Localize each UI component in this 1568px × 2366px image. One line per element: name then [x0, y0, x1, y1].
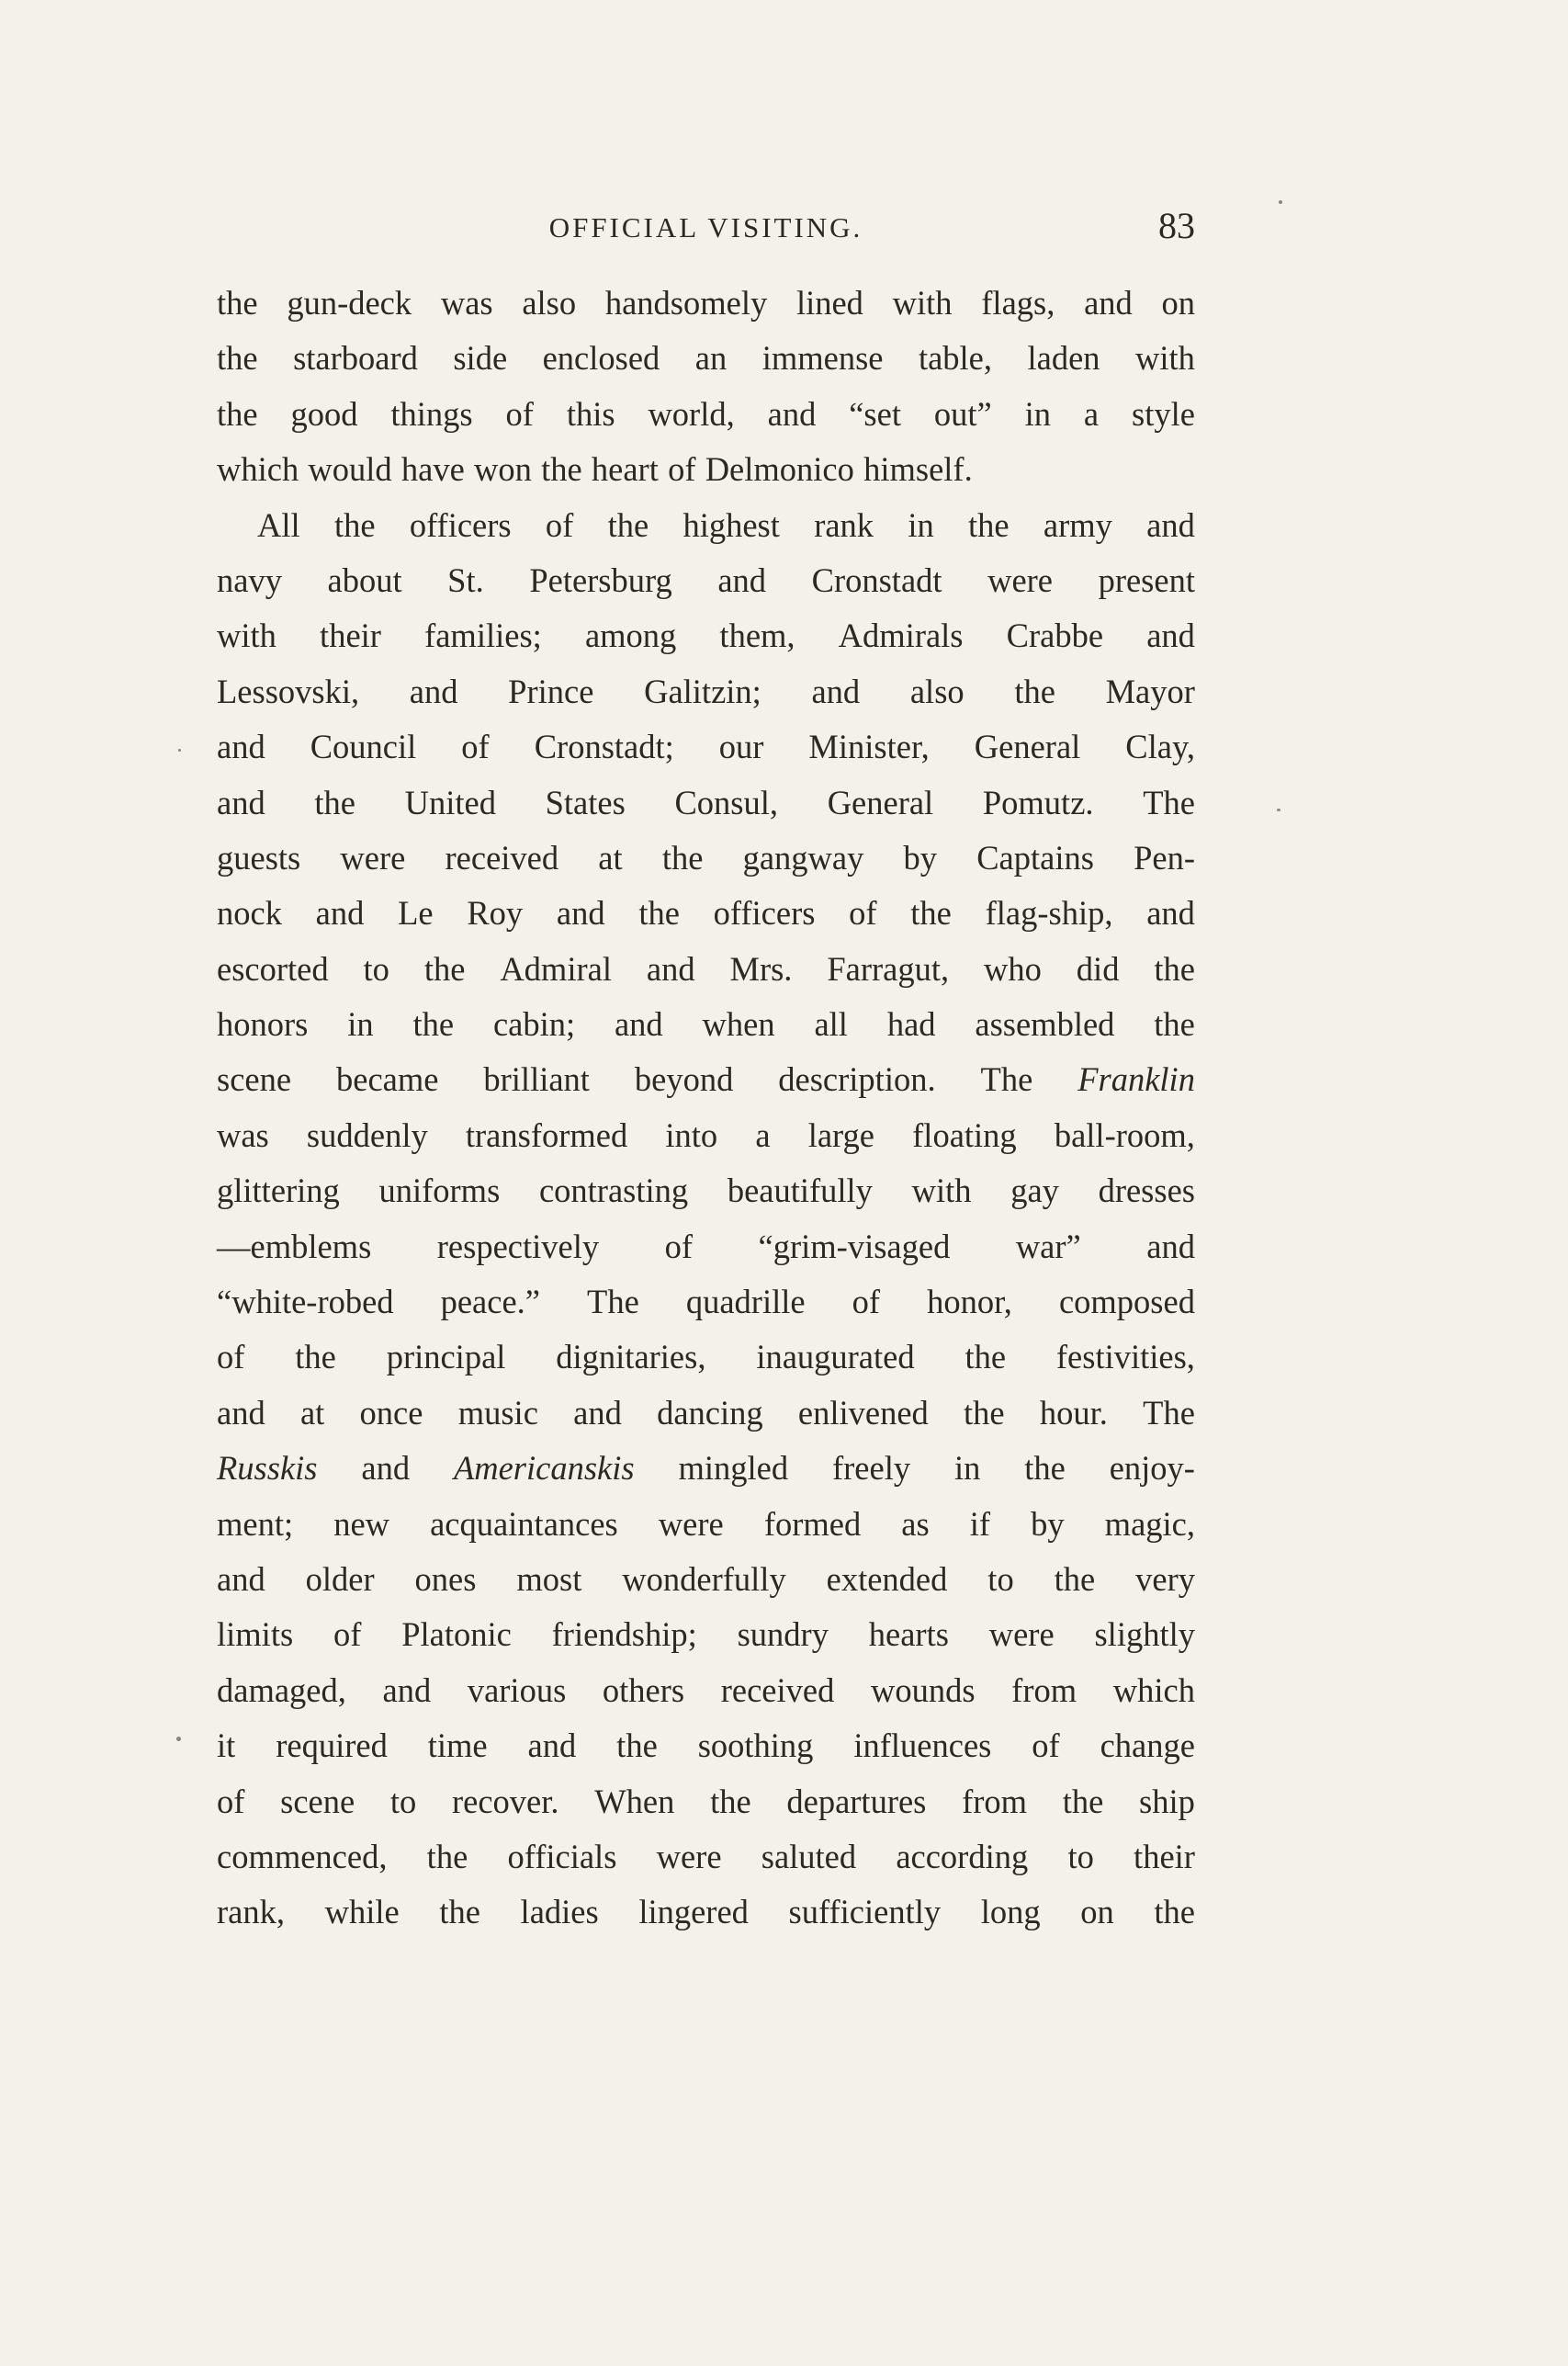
- word: very: [1135, 1559, 1195, 1598]
- text-line: [217, 1718, 1195, 1773]
- word: the: [1062, 1782, 1104, 1820]
- word: Mrs.: [729, 949, 793, 988]
- word: and: [217, 1559, 265, 1598]
- word: Mayor: [1105, 672, 1195, 710]
- word: army: [1043, 505, 1112, 544]
- text-line: [217, 387, 1195, 442]
- word: and: [614, 1005, 663, 1044]
- word: cabin;: [492, 1005, 576, 1044]
- text-line: [217, 831, 1195, 886]
- word: beautifully: [727, 1172, 873, 1210]
- word: the: [541, 450, 582, 489]
- word: Captains: [976, 838, 1094, 877]
- word: the: [295, 1338, 336, 1376]
- word: required: [276, 1726, 388, 1765]
- word: Pen-: [1134, 838, 1195, 877]
- word: wonderfully: [622, 1559, 786, 1598]
- word: composed: [1058, 1283, 1195, 1321]
- text-line: [217, 553, 1195, 608]
- word: others: [602, 1670, 685, 1709]
- word: ball-room,: [1054, 1115, 1195, 1154]
- word: and: [1146, 617, 1195, 655]
- word: which: [1112, 1670, 1195, 1709]
- running-head: [217, 204, 1195, 250]
- word: respectively: [436, 1227, 600, 1265]
- word: “set: [849, 394, 901, 433]
- text-line: [217, 1441, 1195, 1496]
- word: highest: [682, 505, 780, 544]
- word: enclosed: [542, 339, 660, 378]
- text-line: [217, 498, 1195, 553]
- page-number: 83: [1158, 205, 1195, 246]
- word: was: [440, 284, 493, 322]
- word: soothing: [697, 1726, 814, 1765]
- word: freely: [831, 1449, 911, 1488]
- text-line: [217, 664, 1195, 719]
- word: good: [290, 394, 358, 433]
- word: and: [646, 949, 695, 988]
- word: the: [710, 1782, 751, 1820]
- text-line: [217, 1497, 1195, 1552]
- word: flags,: [981, 284, 1055, 322]
- word: and: [361, 1449, 411, 1488]
- word: honor,: [927, 1283, 1012, 1321]
- word: were: [988, 1615, 1055, 1654]
- word: war”: [1015, 1227, 1081, 1265]
- word: festivities,: [1055, 1338, 1195, 1376]
- word: also: [522, 284, 577, 322]
- text-line: [217, 1108, 1195, 1163]
- word: music: [457, 1393, 538, 1432]
- text-line: [217, 331, 1195, 386]
- word: damaged,: [217, 1670, 346, 1709]
- word: according: [896, 1837, 1029, 1875]
- word: and: [217, 783, 265, 821]
- word: the: [426, 1837, 468, 1875]
- word: principal: [386, 1338, 506, 1376]
- word: about: [327, 560, 402, 599]
- word: an: [694, 339, 728, 378]
- text-line: [217, 1774, 1195, 1829]
- word: would: [308, 450, 392, 489]
- word: description.: [778, 1060, 936, 1099]
- word: received: [720, 1670, 835, 1709]
- word: the: [607, 505, 649, 544]
- word: were: [658, 1504, 724, 1543]
- margin-speck: [176, 1737, 181, 1741]
- word: laden: [1027, 339, 1100, 378]
- word: Le: [398, 894, 434, 933]
- word: with: [892, 284, 953, 322]
- word: Pomutz.: [982, 783, 1094, 821]
- word: and: [1146, 505, 1195, 544]
- word: Consul,: [674, 783, 779, 821]
- text-line: [217, 1052, 1195, 1107]
- word: of: [505, 394, 534, 433]
- word: honors: [217, 1005, 309, 1044]
- word: ladies: [520, 1893, 599, 1931]
- text-line: [217, 1829, 1195, 1885]
- text-line: [217, 1386, 1195, 1441]
- word: with: [217, 617, 276, 655]
- word: with: [1135, 339, 1195, 378]
- word: various: [467, 1670, 567, 1709]
- word: and: [1146, 1227, 1195, 1265]
- word: older: [305, 1559, 375, 1598]
- word: and: [217, 1393, 265, 1432]
- word: the: [217, 339, 258, 378]
- word: dancing: [657, 1393, 763, 1432]
- text-line: [217, 276, 1195, 331]
- word: did: [1076, 949, 1120, 988]
- word: long: [980, 1893, 1041, 1931]
- word: of: [217, 1782, 245, 1820]
- word: General: [974, 728, 1081, 766]
- text-line: [217, 442, 1195, 497]
- word: mingled: [678, 1449, 789, 1488]
- word: Admiral: [500, 949, 612, 988]
- word: Americanskis: [453, 1449, 635, 1488]
- word: their: [1134, 1837, 1195, 1875]
- word: and: [1146, 894, 1195, 933]
- margin-speck: [1277, 809, 1280, 811]
- word: the: [910, 894, 952, 933]
- word: when: [702, 1005, 775, 1044]
- text-line: [217, 1219, 1195, 1274]
- word: saluted: [761, 1837, 857, 1875]
- word: to: [389, 1782, 417, 1820]
- word: Clay,: [1125, 728, 1195, 766]
- word: St.: [447, 560, 484, 599]
- word: our: [718, 728, 764, 766]
- word: and: [217, 728, 265, 766]
- word: The: [587, 1283, 639, 1321]
- word: the: [439, 1893, 480, 1931]
- word: won: [474, 450, 532, 489]
- word: Petersburg: [529, 560, 672, 599]
- word: “white-robed: [217, 1283, 394, 1321]
- word: in: [1024, 394, 1051, 433]
- word: uniforms: [378, 1172, 501, 1210]
- word: into: [665, 1115, 718, 1154]
- word: was: [217, 1115, 269, 1154]
- word: of: [668, 450, 696, 489]
- word: time: [427, 1726, 488, 1765]
- word: quadrille: [685, 1283, 806, 1321]
- word: officers: [713, 894, 816, 933]
- word: most: [516, 1559, 582, 1598]
- word: had: [886, 1005, 936, 1044]
- word: in: [347, 1005, 374, 1044]
- word: Franklin: [1077, 1060, 1195, 1099]
- word: Prince: [508, 672, 594, 710]
- word: if: [969, 1504, 991, 1543]
- word: it: [217, 1726, 236, 1765]
- word: gangway: [742, 838, 864, 877]
- word: handsomely: [604, 284, 768, 322]
- word: gay: [1010, 1172, 1059, 1210]
- word: the: [638, 894, 680, 933]
- word: have: [400, 450, 465, 489]
- word: extended: [826, 1559, 948, 1598]
- word: of: [849, 894, 877, 933]
- word: of: [217, 1338, 245, 1376]
- word: guests: [217, 838, 301, 877]
- word: inaugurated: [756, 1338, 915, 1376]
- word: influences: [853, 1726, 992, 1765]
- word: The: [980, 1060, 1033, 1099]
- word: the: [423, 949, 466, 988]
- word: The: [1143, 783, 1195, 821]
- word: ship: [1139, 1782, 1195, 1820]
- word: gun-deck: [287, 284, 412, 322]
- word: the: [1014, 672, 1055, 710]
- word: brilliant: [483, 1060, 590, 1099]
- word: commenced,: [217, 1837, 388, 1875]
- word: and: [315, 894, 365, 933]
- word: the: [616, 1726, 658, 1765]
- word: in: [908, 505, 934, 544]
- word: and: [1084, 284, 1133, 322]
- word: Platonic: [401, 1615, 512, 1654]
- word: formed: [763, 1504, 862, 1543]
- word: the: [1154, 949, 1195, 988]
- word: scene: [217, 1060, 292, 1099]
- word: families;: [424, 617, 542, 655]
- word: who: [984, 949, 1042, 988]
- word: a: [755, 1115, 771, 1154]
- word: the: [968, 505, 1010, 544]
- word: scene: [280, 1782, 355, 1820]
- word: immense: [761, 339, 884, 378]
- word: side: [453, 339, 508, 378]
- word: dignitaries,: [556, 1338, 706, 1376]
- word: and: [556, 894, 605, 933]
- text-line: [217, 1163, 1195, 1218]
- word: himself.: [863, 450, 973, 489]
- word: suddenly: [306, 1115, 428, 1154]
- text-line: [217, 775, 1195, 831]
- word: the: [217, 394, 258, 433]
- word: from: [962, 1782, 1028, 1820]
- word: lined: [795, 284, 863, 322]
- word: Council: [310, 728, 417, 766]
- word: hearts: [868, 1615, 949, 1654]
- word: and: [527, 1726, 577, 1765]
- text-line: [217, 1552, 1195, 1607]
- word: hour.: [1039, 1393, 1108, 1432]
- word: the: [217, 284, 258, 322]
- text-line: [217, 608, 1195, 663]
- word: The: [1143, 1393, 1195, 1432]
- word: to: [1067, 1837, 1094, 1875]
- word: all: [814, 1005, 848, 1044]
- word: Farragut,: [827, 949, 950, 988]
- word: from: [1011, 1670, 1077, 1709]
- word: as: [901, 1504, 930, 1543]
- word: starboard: [293, 339, 418, 378]
- word: on: [1161, 284, 1195, 322]
- word: officers: [409, 505, 512, 544]
- text-line: [217, 719, 1195, 775]
- word: the: [1024, 1449, 1066, 1488]
- word: the: [412, 1005, 455, 1044]
- word: table,: [918, 339, 993, 378]
- word: and: [717, 560, 767, 599]
- word: change: [1100, 1726, 1195, 1765]
- word: Minister,: [808, 728, 930, 766]
- word: of: [1032, 1726, 1060, 1765]
- word: were: [987, 560, 1054, 599]
- word: the: [333, 505, 376, 544]
- word: of: [852, 1283, 881, 1321]
- word: which: [217, 450, 299, 489]
- word: while: [324, 1893, 400, 1931]
- word: ment;: [217, 1504, 294, 1543]
- word: Delmonico: [705, 450, 854, 489]
- word: and: [767, 394, 817, 433]
- word: lingered: [638, 1893, 749, 1931]
- word: officials: [507, 1837, 617, 1875]
- word: and: [573, 1393, 622, 1432]
- word: dresses: [1098, 1172, 1195, 1210]
- word: friendship;: [551, 1615, 697, 1654]
- word: enlivened: [797, 1393, 929, 1432]
- word: heart: [591, 450, 659, 489]
- word: and: [811, 672, 861, 710]
- word: rank,: [217, 1893, 285, 1931]
- word: escorted: [217, 949, 329, 988]
- word: sufficiently: [788, 1893, 942, 1931]
- word: with: [911, 1172, 972, 1210]
- word: magic,: [1104, 1504, 1195, 1543]
- word: recover.: [451, 1782, 559, 1820]
- word: limits: [217, 1615, 294, 1654]
- running-title: OFFICIAL VISITING.: [548, 211, 863, 243]
- word: this: [566, 394, 615, 433]
- word: received: [445, 838, 559, 877]
- word: glittering: [217, 1172, 340, 1210]
- word: and: [382, 1670, 432, 1709]
- text-line: [217, 997, 1195, 1052]
- text-line: [217, 942, 1195, 997]
- word: of: [664, 1227, 694, 1265]
- word: the: [1154, 1893, 1195, 1931]
- word: beyond: [634, 1060, 734, 1099]
- word: large: [807, 1115, 874, 1154]
- body-text: [217, 276, 1195, 1941]
- word: out”: [933, 394, 992, 433]
- word: rank: [814, 505, 874, 544]
- text-line: [217, 1885, 1195, 1940]
- word: floating: [912, 1115, 1017, 1154]
- word: also: [909, 672, 964, 710]
- word: —emblems: [217, 1227, 372, 1265]
- text-line: [217, 1663, 1195, 1718]
- word: Galitzin;: [644, 672, 761, 710]
- text-line: [217, 1330, 1195, 1385]
- word: world,: [648, 394, 735, 433]
- word: on: [1080, 1893, 1114, 1931]
- word: among: [584, 617, 677, 655]
- word: the: [1054, 1559, 1096, 1598]
- word: were: [340, 838, 406, 877]
- word: Roy: [467, 894, 524, 933]
- word: transformed: [465, 1115, 628, 1154]
- word: to: [987, 1559, 1014, 1598]
- word: “grim-visaged: [758, 1227, 951, 1265]
- word: Lessovski,: [217, 672, 360, 710]
- text-line: [217, 1274, 1195, 1330]
- word: peace.”: [440, 1283, 540, 1321]
- word: by: [903, 838, 938, 877]
- word: and: [409, 672, 458, 710]
- word: enjoy-: [1109, 1449, 1195, 1488]
- word: United: [404, 783, 496, 821]
- word: style: [1131, 394, 1195, 433]
- word: the: [661, 838, 704, 877]
- margin-speck: [1279, 200, 1282, 204]
- word: by: [1031, 1504, 1065, 1543]
- word: nock: [217, 894, 282, 933]
- margin-speck: [178, 749, 181, 752]
- word: sundry: [737, 1615, 829, 1654]
- word: a: [1083, 394, 1100, 433]
- word: navy: [217, 560, 282, 599]
- word: assembled: [975, 1005, 1115, 1044]
- word: General: [827, 783, 934, 821]
- word: at: [299, 1393, 325, 1432]
- word: slightly: [1094, 1615, 1195, 1654]
- word: were: [656, 1837, 722, 1875]
- text-line: [217, 886, 1195, 941]
- word: their: [320, 617, 381, 655]
- word: States: [545, 783, 626, 821]
- word: new: [333, 1504, 389, 1543]
- word: departures: [786, 1782, 927, 1820]
- word: things: [390, 394, 473, 433]
- word: Cronstadt;: [534, 728, 674, 766]
- word: Crabbe: [1006, 617, 1104, 655]
- word: of: [333, 1615, 362, 1654]
- word: them,: [719, 617, 795, 655]
- word: of: [545, 505, 574, 544]
- word: once: [359, 1393, 423, 1432]
- word: Russkis: [217, 1449, 318, 1488]
- word: wounds: [870, 1670, 976, 1709]
- word: at: [598, 838, 623, 877]
- word: ones: [414, 1559, 477, 1598]
- word: contrasting: [538, 1172, 689, 1210]
- word: the: [964, 1393, 1005, 1432]
- word: When: [594, 1782, 675, 1820]
- word: acquaintances: [430, 1504, 618, 1543]
- word: the: [314, 783, 355, 821]
- word: flag-ship,: [985, 894, 1113, 933]
- word: Cronstadt: [811, 560, 942, 599]
- word: Admirals: [838, 617, 964, 655]
- word: to: [363, 949, 389, 988]
- word: present: [1098, 560, 1195, 599]
- word: the: [1154, 1005, 1195, 1044]
- word: of: [461, 728, 490, 766]
- word: in: [953, 1449, 981, 1488]
- text-line: [217, 1607, 1195, 1662]
- word: All: [257, 505, 300, 544]
- word: became: [336, 1060, 439, 1099]
- word: the: [964, 1338, 1007, 1376]
